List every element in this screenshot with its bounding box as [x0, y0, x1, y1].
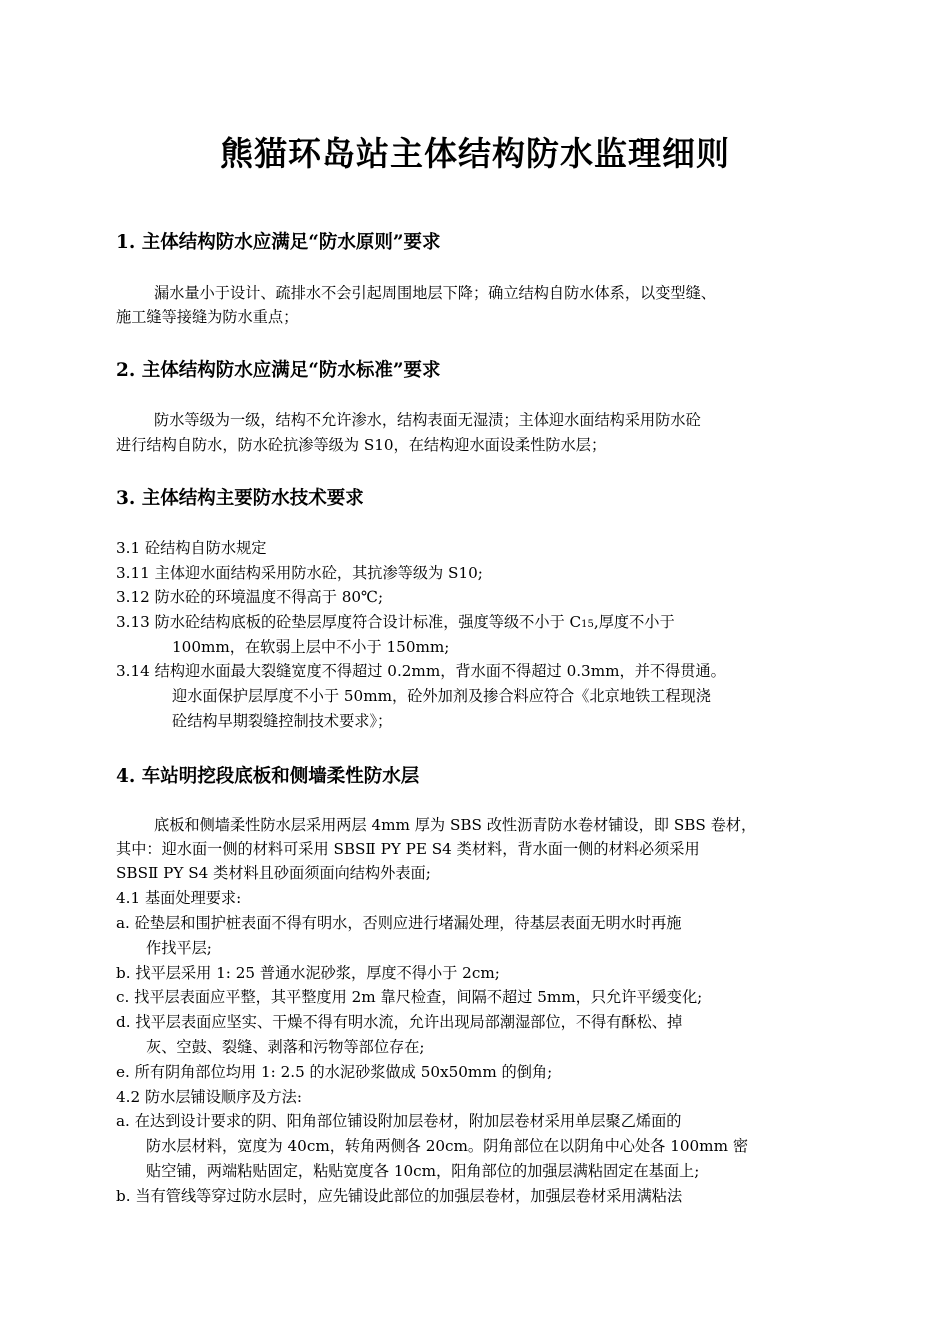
- section-2-heading: 2. 主体结构防水应满足“防水标准”要求: [116, 360, 441, 381]
- list-item: e. 所有阴角部位均用 1: 2.5 的水泥砂浆做成 50x50mm 的倒角;: [116, 1063, 553, 1081]
- subscript-15: 15: [581, 619, 594, 630]
- list-item: 3.1 砼结构自防水规定: [116, 539, 267, 557]
- list-item: b. 找平层采用 1: 25 普通水泥砂浆，厚度不得小于 2cm;: [116, 964, 500, 982]
- paragraph-line: 底板和侧墙柔性防水层采用两层 4mm 厚为 SBS 改性沥青防水卷材铺设，即 SBS 卷材，: [154, 816, 757, 834]
- list-item-continuation: 防水层材料，宽度为 40cm，转角两侧各 20cm。阴角部位在以阴角中心处各 100mm 密: [146, 1137, 749, 1155]
- paragraph-line: 防水等级为一级，结构不允许渗水，结构表面无湿渍；主体迎水面结构采用防水砼: [154, 411, 701, 429]
- list-item: d. 找平层表面应坚实、干燥不得有明水流，允许出现局部潮湿部位，不得有酥松、掉: [116, 1013, 683, 1031]
- paragraph-line: SBSⅡ PY S4 类材料且砂面须面向结构外表面;: [116, 864, 431, 882]
- paragraph-line: 漏水量小于设计、疏排水不会引起周围地层下降；确立结构自防水体系，以变型缝、: [154, 284, 716, 302]
- list-item-continuation: 砼结构早期裂缝控制技术要求》；: [172, 712, 393, 730]
- list-item-continuation: 贴空铺，两端粘贴固定，粘贴宽度各 10cm，阳角部位的加强层满粘固定在基面上;: [146, 1162, 700, 1180]
- page-title: 熊猫环岛站主体结构防水监理细则: [220, 134, 730, 173]
- list-item: 4.1 基面处理要求:: [116, 889, 242, 907]
- list-item: 3.14 结构迎水面最大裂缝宽度不得超过 0.2mm，背水面不得超过 0.3mm，并不得贯通。: [116, 662, 726, 680]
- section-4-heading: 4. 车站明挖段底板和侧墙柔性防水层: [116, 766, 420, 787]
- list-item: c. 找平层表面应平整，其平整度用 2m 靠尺检查，间隔不超过 5mm，只允许平缓变化;: [116, 988, 703, 1006]
- list-item: 3.12 防水砼的环境温度不得高于 80℃;: [116, 588, 384, 606]
- paragraph-line: 进行结构自防水，防水砼抗渗等级为 S10，在结构迎水面设柔性防水层；: [116, 436, 607, 454]
- list-item-continuation: 灰、空鼓、裂缝、剥落和污物等部位存在;: [146, 1038, 425, 1056]
- list-item-continuation: 100mm，在软弱上层中不小于 150mm;: [172, 638, 450, 656]
- list-item: b. 当有管线等穿过防水层时，应先铺设此部位的加强层卷材，加强层卷材采用满粘法: [116, 1187, 683, 1205]
- list-item: a. 在达到设计要求的阴、阳角部位铺设附加层卷材，附加层卷材采用单层聚乙烯面的: [116, 1112, 682, 1130]
- list-item: 3.11 主体迎水面结构采用防水砼，其抗渗等级为 S10;: [116, 564, 483, 582]
- section-1-heading: 1. 主体结构防水应满足“防水原则”要求: [116, 232, 441, 253]
- paragraph-line: 施工缝等接缝为防水重点；: [116, 308, 299, 326]
- list-item-continuation: 迎水面保护层厚度不小于 50mm，砼外加剂及掺合料应符合《北京地铁工程现浇: [172, 687, 711, 705]
- list-item: a. 砼垫层和围护桩表面不得有明水，否则应进行堵漏处理，待基层表面无明水时再施: [116, 914, 682, 932]
- list-item-continuation: 作找平层;: [146, 939, 212, 957]
- paragraph-line: 其中：迎水面一侧的材料可采用 SBSⅡ PY PE S4 类材料，背水面一侧的材料必须采用: [116, 840, 700, 858]
- section-3-heading: 3. 主体结构主要防水技术要求: [116, 488, 364, 509]
- list-item: 3.13 防水砼结构底板的砼垫层厚度符合设计标准，强度等级不小于 C15,厚度不小于: [116, 613, 675, 631]
- list-item: 4.2 防水层铺设顺序及方法:: [116, 1088, 302, 1106]
